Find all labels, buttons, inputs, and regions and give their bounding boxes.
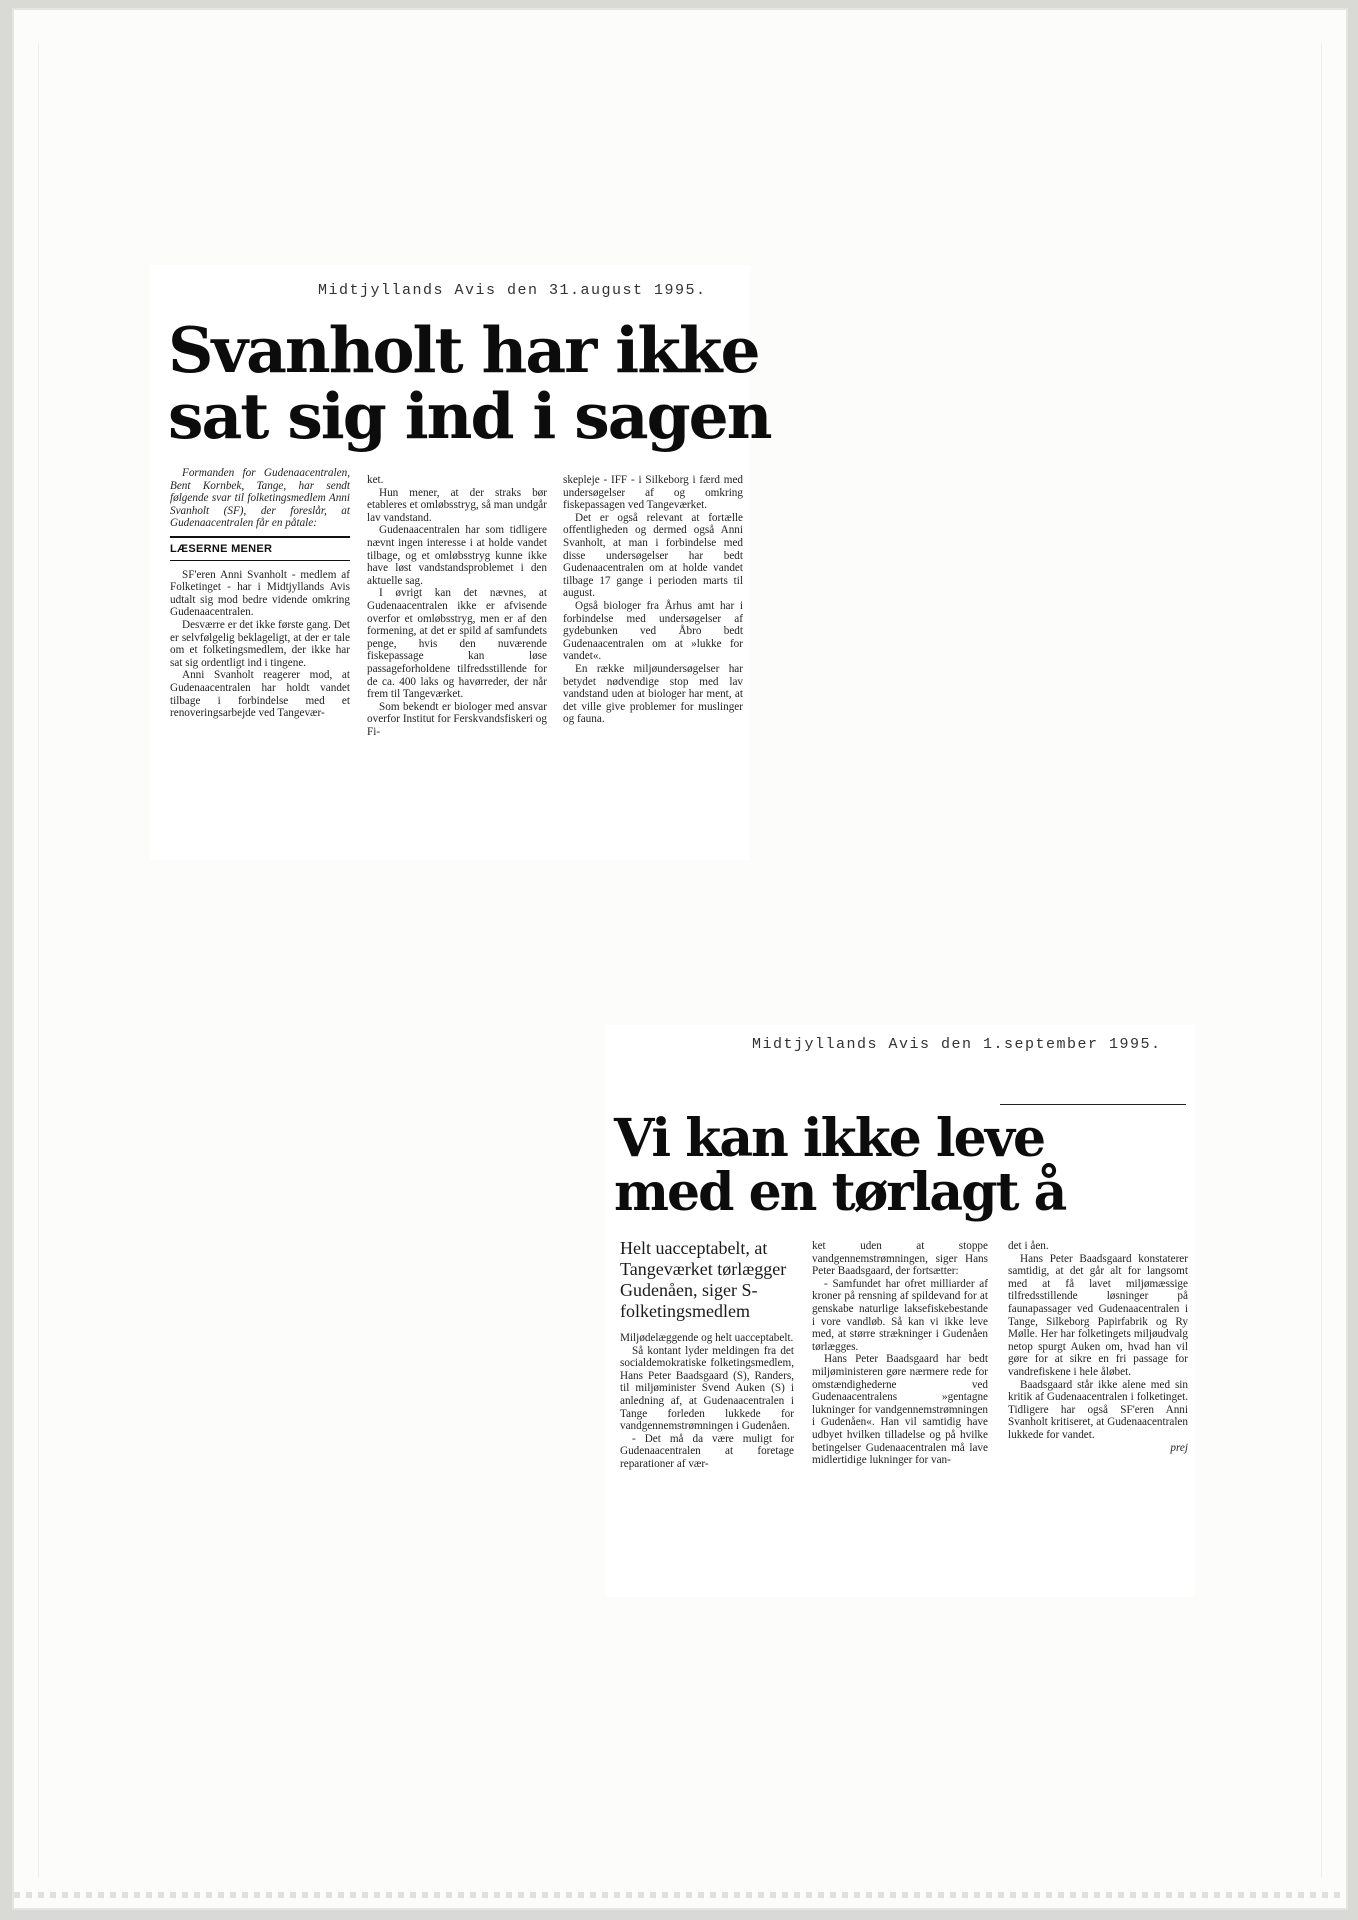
clipping-2-headline-line-2: med en tørlagt å <box>614 1162 1066 1224</box>
clipping-1-col3-paragraph: skepleje - IFF - i Silkeborg i færd med undersøgelser af og omkring fiskepassagen ved Tangeværket. <box>563 474 743 512</box>
clipping-1-col2-paragraph: Gudenaacentralen har som tidligere nævnt ingen interesse i at holde vandet tilbage, og et omløbsstryg kunne ikke have løst vandstandsproblemet i den aktuelle sag. <box>367 524 547 587</box>
clipping-1-column-3 <box>563 474 743 726</box>
clipping-1-column-2 <box>367 474 547 738</box>
clipping-1-headline-line-2: sat sig ind i sagen <box>168 378 771 453</box>
clipping-1-col2-paragraph: ket. <box>367 474 384 486</box>
clipping-2-column-2 <box>812 1240 988 1467</box>
clipping-1-dateline: Midtjyllands Avis den 31.august 1995. <box>318 282 707 299</box>
clipping-2-column-3 <box>1008 1240 1188 1454</box>
clipping-1-headline-line-1: Svanholt har ikke <box>168 313 759 387</box>
clipping-2-col2-paragraph: Hans Peter Baadsgaard har bedt miljøministeren gøre nærmere rede for omstændighederne ved Gudenaacentralens »gentagne lukninger for vandgennemstrømningen i Gudenåen«. Han vil samtidig have udbyet hvilken tilladelse og på hvilke betingelser Gudenaacentralen må lave midlertidige lukninger for van- <box>812 1353 988 1467</box>
clipping-1-rubric: LÆSERNE MENER <box>170 536 350 556</box>
clipping-1-col3-paragraph: Også biologer fra Århus amt har i forbindelse med undersøgelser af gydebunken ved Åbro bedt Gudenaacentralen om at »lukke for vandet«. <box>563 599 743 663</box>
clipping-1-col3-paragraph: Det er også relevant at fortælle offentligheden og dermed også Anni Svanholt, at man i forbindelse med disse undersøgelser har bedt Gudenaacentralen om at holde vandet tilbage 17 gange i perioden marts til august. <box>563 511 743 600</box>
clipping-2-col1-paragraph: Miljødelæggende og helt uacceptabelt. <box>620 1332 794 1344</box>
clipping-2-deck: Helt uacceptabelt, at Tangeværket tørlægger Gudenåen, siger S-folketingsmedlem <box>620 1238 787 1321</box>
clipping-2-headline <box>614 1108 1066 1224</box>
clipping-1-col3-paragraph: En række miljøundersøgelser har betydet nødvendige stop med lav vandstand uden at biologer har ment, at det ville give problemer for muslinger og fauna. <box>563 662 743 726</box>
clipping-2-col3-paragraph: det i åen. <box>1008 1240 1049 1252</box>
clipping-2-headline-line-1: Vi kan ikke leve <box>614 1108 1045 1169</box>
clipping-2-col2-paragraph: - Samfundet har ofret milliarder af kroner på rensning af spildevand for at genskabe naturlige laksefiskebestande i vore vandløb. Så kan vi ikke leve med, at større strækninger i Gudenåen tørlægges. <box>812 1277 988 1353</box>
clipping-2-col2-paragraph: ket uden at stoppe vandgennemstrømningen, siger Hans Peter Baadsgaard, der fortsætter: <box>812 1240 988 1278</box>
clipping-2-col3-paragraph: Hans Peter Baadsgaard konstaterer samtidig, at det går alt for langsomt med at få lavet miljømæssige tilfredsstillende løsninger på faunapassager ved Gudenaacentralen i Tange, Silkeborg Papirfabrik og Ry Mølle. Her har folketingets miljøudvalg netop spurgt Auken om, hvad han vil gøre for at sikre en fri passage for vandrefiskene i hele åløbet. <box>1008 1252 1188 1378</box>
clipping-2-col1-paragraph: Så kontant lyder meldingen fra det socialdemokratiske folketingsmedlem, Hans Peter Baadsgaard (S), Randers, til miljøminister Svend Auken (S) i anledning af, at Gudenaacentralen i Tange forleden lukkede for vandgennemstrømningen i Gudenåen. <box>620 1344 794 1433</box>
clipping-1-column-1 <box>170 467 350 720</box>
clipping-1-intro: Formanden for Gudenaacentralen, Bent Kornbek, Tange, har sendt følgende svar til folketingsmedlem Anni Svanholt (SF), der foreslår, at Gudenaacentralen får en påtale: <box>170 467 350 530</box>
clipping-2-col3-paragraph: Baadsgaard står ikke alene med sin kritik af Gudenaacentralen i folketinget. Tidligere har også SF'eren Anni Svanholt kritiseret, at Gudenaacentralen lukkede for vandet. <box>1008 1378 1188 1441</box>
clipping-1-col2-paragraph: Hun mener, at der straks bør etableres et omløbsstryg, så man undgår lav vandstand. <box>367 486 547 524</box>
clipping-2-col1-paragraph: - Det må da være muligt for Gudenaacentralen at foretage reparationer af vær- <box>620 1432 794 1470</box>
clipping-1-headline <box>168 313 771 453</box>
clipping-1-col1-paragraph: Desværre er det ikke første gang. Det er selvfølgelig beklageligt, at der er tale om et folketingsmedlem, der ikke har sat sig ordentligt ind i tingene. <box>170 618 350 669</box>
sheet-perforation <box>14 1892 1346 1898</box>
clipping-2-column-1 <box>620 1238 794 1471</box>
clipping-2-signature: prej <box>1170 1441 1188 1454</box>
clipping-2-dateline: Midtjyllands Avis den 1.september 1995. <box>752 1036 1162 1053</box>
clipping-1-col2-paragraph: Som bekendt er biologer med ansvar overfor Institut for Ferskvandsfiskeri og Fi- <box>367 700 547 738</box>
clipping-1-col2-paragraph: I øvrigt kan det nævnes, at Gudenaacentralen ikke er afvisende overfor et omløbsstryg, men er af den formening, at det er spild af samfundets penge, hvis den nuværende fiskepassage kan løse passageforholdene tilfredsstillende for de ca. 400 laks og havørreder, der når frem til Tangeværket. <box>367 587 547 701</box>
clipping-2-top-rule <box>1000 1104 1186 1105</box>
rubric-divider <box>170 560 350 561</box>
clipping-1-col1-paragraph: Anni Svanholt reagerer mod, at Gudenaacentralen har holdt vandet tilbage i forbindelse med et renoveringsarbejde ved Tangevær- <box>170 669 350 720</box>
clipping-1-col1-paragraph: SF'eren Anni Svanholt - medlem af Folketinget - har i Midtjyllands Avis udtalt sig mod bedre vidende omkring Gudenaacentralen. <box>170 568 350 619</box>
